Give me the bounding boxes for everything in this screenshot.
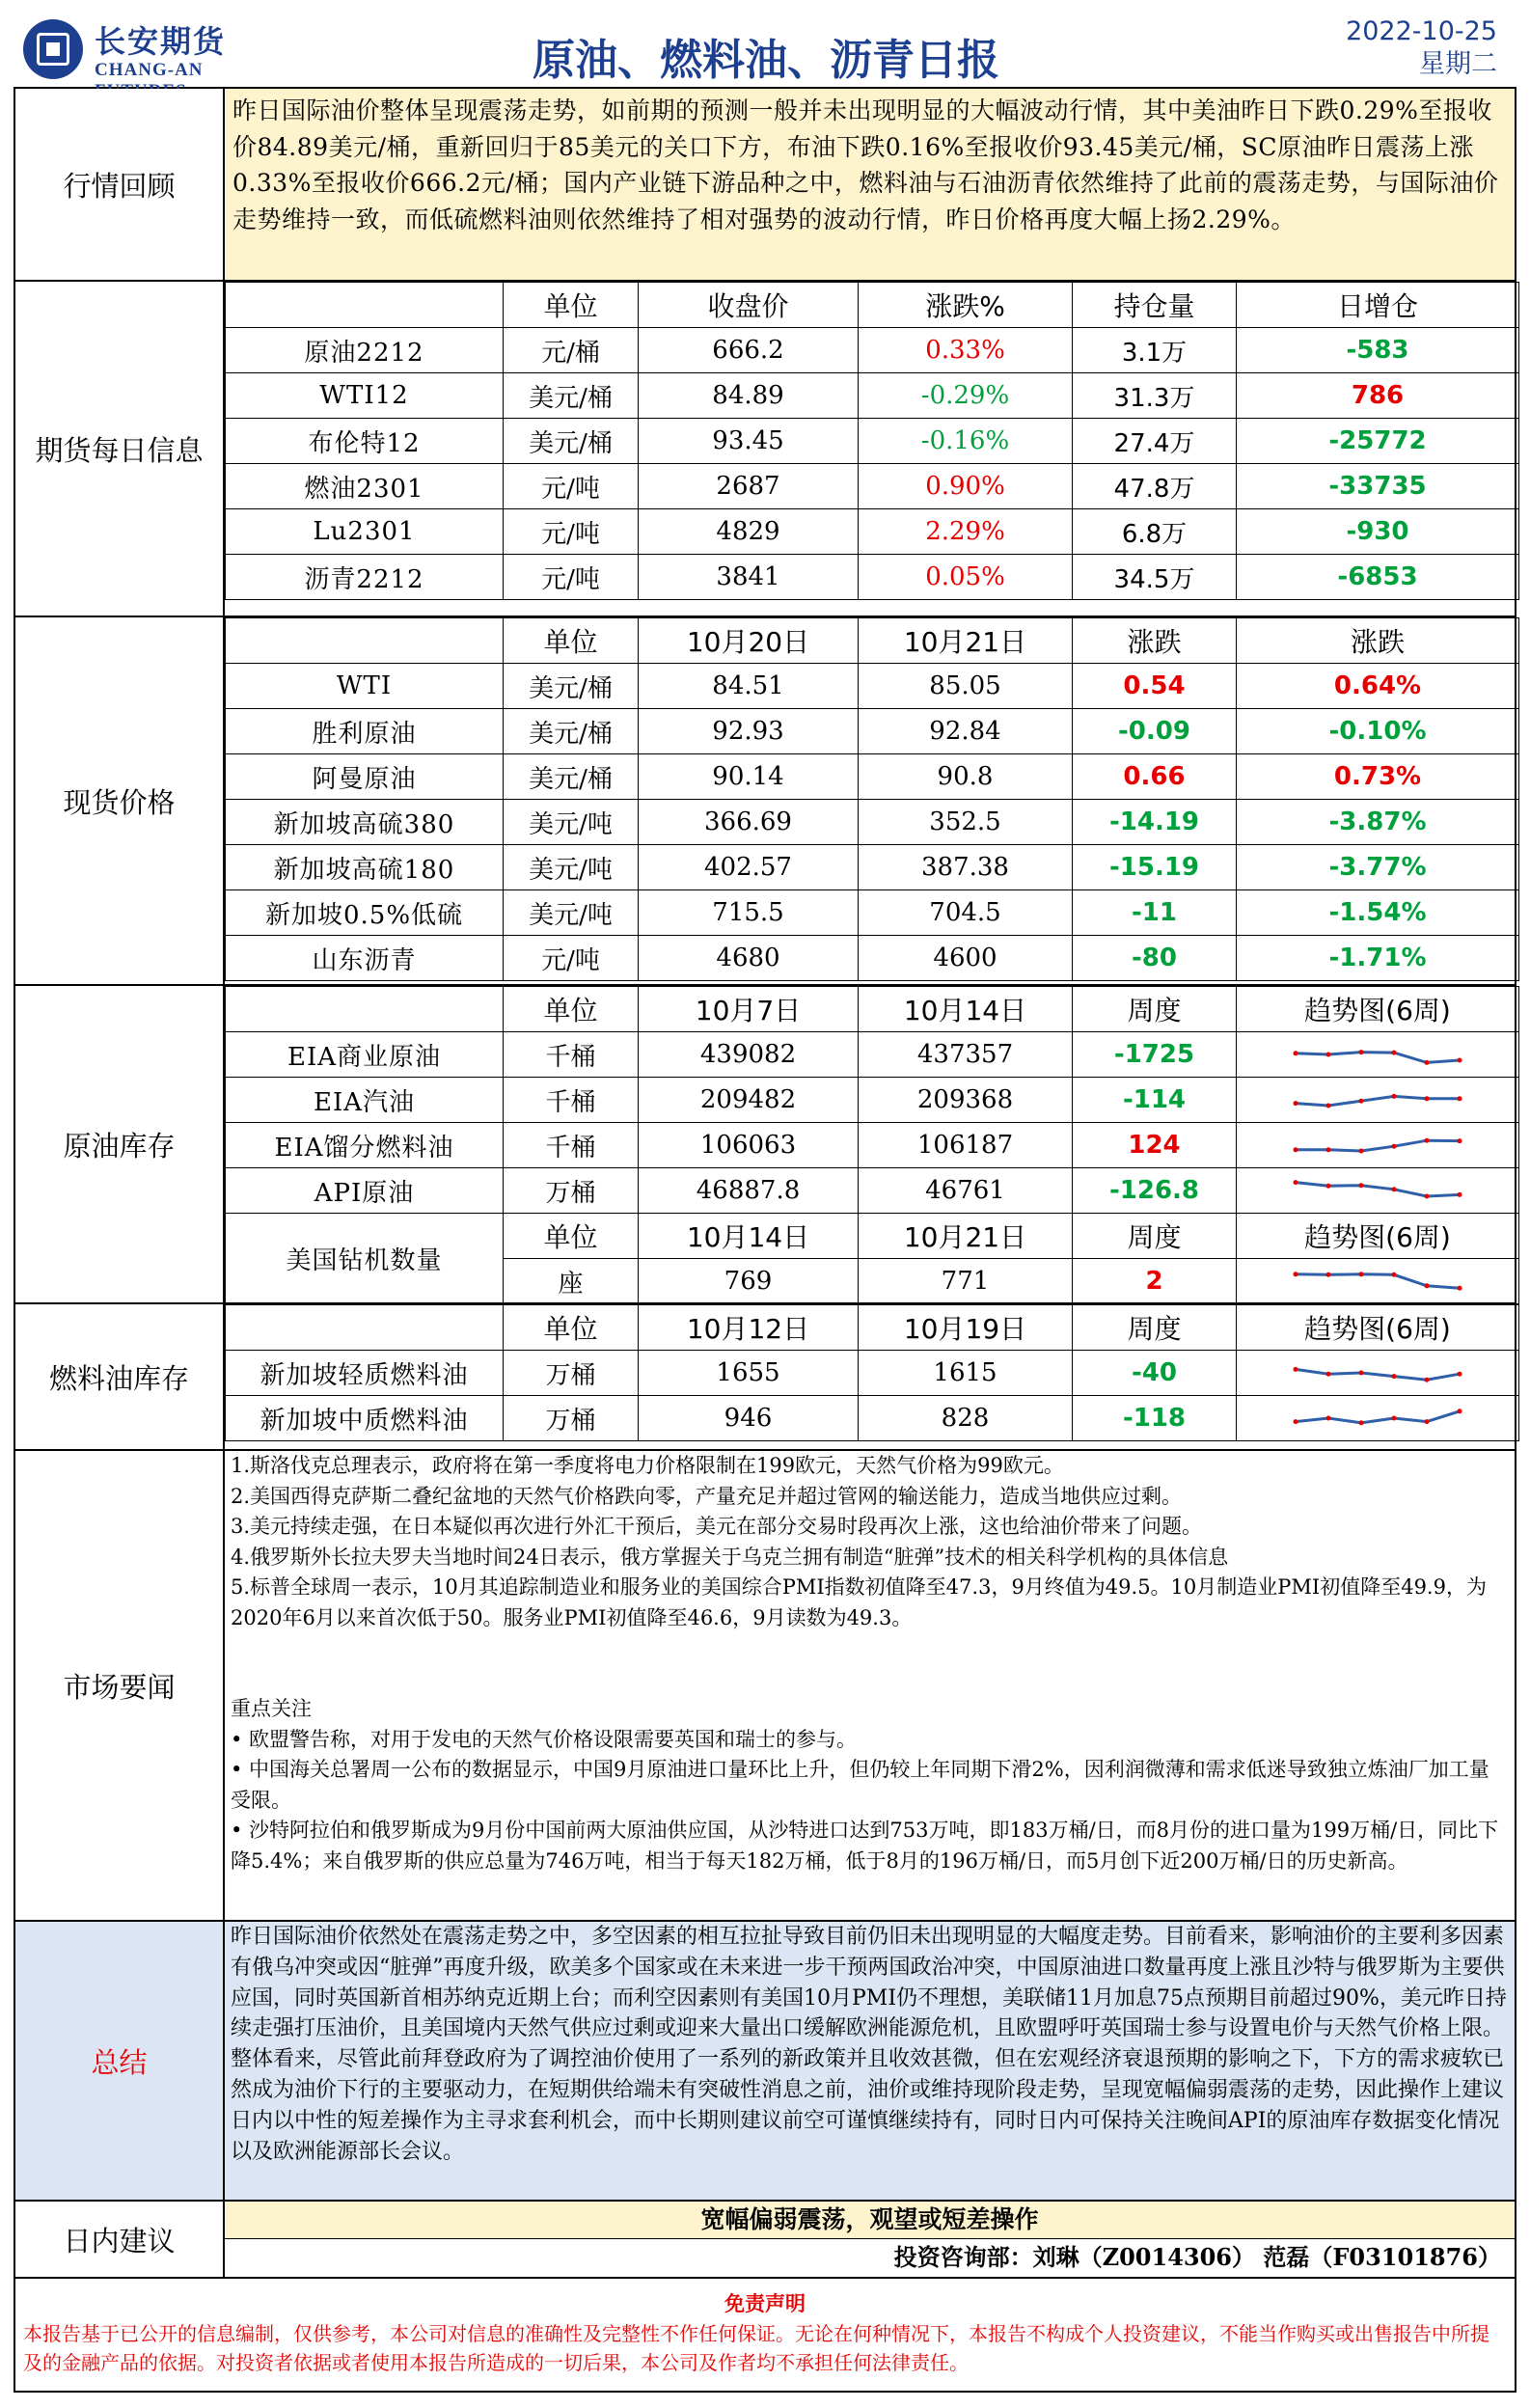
trend-line <box>1296 1411 1460 1423</box>
column-header: 10月14日 <box>639 1214 859 1259</box>
trend-point <box>1458 1286 1462 1291</box>
date-text: 2022-10-25 <box>1346 16 1497 46</box>
unit: 万桶 <box>504 1351 639 1396</box>
weekly-change: -40 <box>1073 1351 1237 1396</box>
trend-line <box>1296 1140 1460 1151</box>
trend-sparkline <box>1291 1083 1464 1116</box>
column-header: 周度 <box>1073 1305 1237 1351</box>
trend-line <box>1296 1096 1460 1106</box>
unit: 千桶 <box>504 1123 639 1168</box>
price-change: -0.09 <box>1073 709 1237 754</box>
trend-line <box>1296 1369 1460 1380</box>
focus-item: • 欧盟警告称，对用于发电的天然气价格设限需要英国和瑞士的参与。 <box>231 1727 858 1751</box>
inventory-row <box>226 1396 1519 1441</box>
summary-text: 昨日国际油价依然处在震荡走势之中，多空因素的相互拉扯导致目前仍旧未出现明显的大幅度走势。目前看来，影响油价的主要利多因素有俄乌冲突或因“脏弹”再度升级，欧美多个国家或在未来进一步干预两国政治冲突，中国原油进口数量再度上涨且沙特与俄罗斯为主要供应国，同时英国新首相苏纳克近期上台；而利空因素则有美国10月PMI仍不理想，美联储11月加息75点预期目前超过90%，美元昨日持续走强打压油价，且美国境内天然气供应过剩或迎来大量出口缓解欧洲能源危机，且欧盟呼吁英国瑞士参与设置电价与天然气价格上限。整体看来，尽管此前拜登政府为了调控油价使用了一系列的新政策并且收效甚微，但在宏观经济衰退预期的影响之下，下方的需求疲软已然成为油价下行的主要驱动力，在短期供给端未有突破性消息之前，油价或维持现阶段走势，呈现宽幅偏弱震荡的走势，因此操作上建议日内以中性的短差操作为主寻求套利机会，而中长期则建议前空可谨慎继续持有，同时日内可保持关注晚间API的原油库存数据变化情况以及欧洲能源部长会议。 <box>231 1925 1507 2164</box>
inventory-name: EIA商业原油 <box>226 1032 504 1078</box>
report-header <box>14 12 1516 89</box>
inventory-prev: 209482 <box>639 1078 859 1123</box>
trend-point <box>1294 1101 1298 1106</box>
disclaimer-section <box>14 2279 1516 2393</box>
trend-point <box>1294 1272 1298 1276</box>
inventory-latest: 437357 <box>859 1032 1073 1078</box>
price-change-percent: -0.10% <box>1237 709 1519 754</box>
news-item: 5.标普全球周一表示，10月其追踪制造业和服务业的美国综合PMI指数初值降至47.3，9月终值为49.5。10月制造业PMI初值降至49.9，为2020年6月以来首次低于50。服务业PMI初值降至46.6，9月读数为49.3。 <box>231 1575 1487 1629</box>
inventory-latest: 209368 <box>859 1078 1073 1123</box>
news-item: 2.美国西得克萨斯二叠纪盆地的天然气价格跌向零，产量充足并超过管网的输送能力，造成当地供应过剩。 <box>231 1484 1183 1508</box>
close-price: 3841 <box>639 555 859 600</box>
trend-point <box>1294 1180 1298 1185</box>
unit: 元/吨 <box>504 464 639 509</box>
trend-point <box>1392 1144 1397 1149</box>
contract-name: 布伦特12 <box>226 419 504 464</box>
rig-count-latest: 771 <box>859 1259 1073 1304</box>
trend-point <box>1425 1138 1430 1143</box>
inventory-prev: 106063 <box>639 1123 859 1168</box>
trend-point <box>1294 1147 1298 1152</box>
spot-price-section <box>14 617 1516 986</box>
change-percent: 2.29% <box>859 509 1073 555</box>
open-interest: 31.3万 <box>1073 373 1237 419</box>
futures-row <box>226 419 1519 464</box>
news-item: 1.斯洛伐克总理表示，政府将在第一季度将电力价格限制在199欧元，天然气价格为99欧元。 <box>231 1454 1064 1477</box>
news-body <box>225 1451 1515 1920</box>
unit: 元/桶 <box>504 328 639 373</box>
open-interest-change: -33735 <box>1237 464 1519 509</box>
inventory-row <box>226 1168 1519 1214</box>
column-header: 单位 <box>504 1305 639 1351</box>
inventory-name: EIA汽油 <box>226 1078 504 1123</box>
inventory-latest: 46761 <box>859 1168 1073 1214</box>
price-day-1: 92.93 <box>639 709 859 754</box>
weekly-change: 124 <box>1073 1123 1237 1168</box>
spot-price-table <box>225 617 1519 981</box>
trend-sparkline-cell <box>1237 1078 1519 1123</box>
contract-name: 原油2212 <box>226 328 504 373</box>
column-header: 单位 <box>504 283 639 328</box>
unit: 元/吨 <box>504 509 639 555</box>
trend-point <box>1326 1104 1331 1108</box>
futures-row <box>226 373 1519 419</box>
trend-sparkline-cell <box>1237 1259 1519 1304</box>
column-header: 趋势图(6周) <box>1237 987 1519 1032</box>
column-header: 10月21日 <box>859 618 1073 664</box>
spot-row <box>226 754 1519 800</box>
spot-row <box>226 709 1519 754</box>
trend-point <box>1458 1096 1462 1101</box>
contract-name: 沥青2212 <box>226 555 504 600</box>
trend-point <box>1458 1058 1462 1063</box>
inventory-row <box>226 1123 1519 1168</box>
inventory-prev: 439082 <box>639 1032 859 1078</box>
trend-point <box>1326 1372 1331 1377</box>
open-interest-change: -6853 <box>1237 555 1519 600</box>
column-header: 周度 <box>1073 987 1237 1032</box>
trend-sparkline-cell <box>1237 1396 1519 1441</box>
close-price: 93.45 <box>639 419 859 464</box>
trend-line <box>1296 1053 1460 1063</box>
price-day-1: 366.69 <box>639 800 859 845</box>
intraday-section <box>14 2202 1516 2279</box>
trend-point <box>1359 1272 1364 1276</box>
trend-point <box>1359 1420 1364 1425</box>
crude-inventory-table-area <box>225 986 1515 1302</box>
column-header: 收盘价 <box>639 283 859 328</box>
trend-line <box>1296 1274 1460 1288</box>
rig-count-name: 美国钻机数量 <box>226 1214 504 1304</box>
section-label: 燃料油库存 <box>15 1304 225 1449</box>
trend-point <box>1392 1051 1397 1055</box>
price-day-1: 90.14 <box>639 754 859 800</box>
trend-sparkline <box>1291 1356 1464 1389</box>
unit: 美元/桶 <box>504 373 639 419</box>
news-spacer <box>231 1633 1509 1694</box>
unit: 美元/吨 <box>504 890 639 936</box>
trend-line <box>1296 1183 1460 1196</box>
column-header: 10月20日 <box>639 618 859 664</box>
inventory-latest: 106187 <box>859 1123 1073 1168</box>
trend-point <box>1392 1187 1397 1191</box>
price-change-percent: -3.87% <box>1237 800 1519 845</box>
change-percent: 0.05% <box>859 555 1073 600</box>
column-header: 趋势图(6周) <box>1237 1214 1519 1259</box>
open-interest: 3.1万 <box>1073 328 1237 373</box>
trend-point <box>1425 1419 1430 1424</box>
product-name: 新加坡高硫380 <box>226 800 504 845</box>
disclaimer-title: 免责声明 <box>724 2291 806 2315</box>
column-header: 单位 <box>504 1214 639 1259</box>
futures-table <box>225 282 1519 600</box>
open-interest-change: -930 <box>1237 509 1519 555</box>
table-header-row <box>226 283 1519 328</box>
close-price: 666.2 <box>639 328 859 373</box>
futures-row <box>226 328 1519 373</box>
trend-point <box>1425 1096 1430 1101</box>
price-change: 0.54 <box>1073 664 1237 709</box>
trend-point <box>1359 1371 1364 1376</box>
unit: 美元/桶 <box>504 709 639 754</box>
weekly-change: -118 <box>1073 1396 1237 1441</box>
price-change: -14.19 <box>1073 800 1237 845</box>
rig-count-header-row <box>226 1214 1519 1259</box>
close-price: 2687 <box>639 464 859 509</box>
rig-count-prev: 769 <box>639 1259 859 1304</box>
price-change-percent: -1.54% <box>1237 890 1519 936</box>
section-label: 现货价格 <box>15 617 225 984</box>
unit: 万桶 <box>504 1396 639 1441</box>
product-name: WTI <box>226 664 504 709</box>
open-interest-change: -583 <box>1237 328 1519 373</box>
product-name: 阿曼原油 <box>226 754 504 800</box>
weekly-change: 2 <box>1073 1259 1237 1304</box>
product-name: 山东沥青 <box>226 936 504 981</box>
fuel-inventory-table-area <box>225 1304 1515 1449</box>
product-name: 新加坡0.5%低硫 <box>226 890 504 936</box>
spot-row <box>226 936 1519 981</box>
weekday-text: 星期二 <box>1419 49 1497 79</box>
report-title: 原油、燃料油、沥青日报 <box>533 36 999 85</box>
price-day-2: 92.84 <box>859 709 1073 754</box>
inventory-prev: 946 <box>639 1396 859 1441</box>
unit: 美元/吨 <box>504 800 639 845</box>
focus-item: • 沙特阿拉伯和俄罗斯成为9月份中国前两大原油供应国，从沙特进口达到753万吨，即183万桶/日，而8月份的进口量为199万桶/日，同比下降5.4%；来自俄罗斯的供应总量为746万吨，相当于每天182万桶，低于8月的196万桶/日，而5月创下近200万桶/日的历史新高。 <box>231 1819 1499 1873</box>
trend-point <box>1425 1283 1430 1288</box>
price-change-percent: 0.73% <box>1237 754 1519 800</box>
unit: 元/吨 <box>504 936 639 981</box>
intraday-body <box>225 2202 1515 2277</box>
section-label: 期货每日信息 <box>15 282 225 616</box>
trend-sparkline-cell <box>1237 1123 1519 1168</box>
weekly-change: -126.8 <box>1073 1168 1237 1214</box>
open-interest-change: 786 <box>1237 373 1519 419</box>
section-label: 市场要闻 <box>15 1451 225 1920</box>
inventory-latest: 828 <box>859 1396 1073 1441</box>
inventory-name: EIA馏分燃料油 <box>226 1123 504 1168</box>
spot-row <box>226 890 1519 936</box>
open-interest: 27.4万 <box>1073 419 1237 464</box>
section-label: 总结 <box>15 1922 225 2200</box>
trend-sparkline-cell <box>1237 1351 1519 1396</box>
disclaimer-text: 本报告基于已公开的信息编制，仅供参考，本公司对信息的准确性及完整性不作任何保证。无论在何种情况下，本报告不构成个人投资建议，不能当作购买或出售报告中所提及的金融产品的依据。对投资者依据或者使用本报告所造成的一切后果，本公司及作者均不承担任何法律责任。 <box>23 2322 1489 2374</box>
spot-row <box>226 845 1519 890</box>
contract-name: WTI12 <box>226 373 504 419</box>
market-review-body <box>225 89 1515 280</box>
price-day-1: 402.57 <box>639 845 859 890</box>
company-logo <box>23 17 284 83</box>
weekly-change: -114 <box>1073 1078 1237 1123</box>
trend-sparkline <box>1291 1174 1464 1207</box>
column-header: 10月14日 <box>859 987 1073 1032</box>
spot-row <box>226 664 1519 709</box>
section-label: 日内建议 <box>15 2202 225 2277</box>
logo-chinese-name: 长安期货 <box>95 23 227 60</box>
trend-point <box>1425 1060 1430 1065</box>
fuel-inventory-section <box>14 1304 1516 1451</box>
trend-point <box>1359 1050 1364 1054</box>
spot-table-area <box>225 617 1515 984</box>
table-header-row <box>226 987 1519 1032</box>
table-header-row <box>226 618 1519 664</box>
inventory-row <box>226 1032 1519 1078</box>
unit: 美元/吨 <box>504 845 639 890</box>
unit: 万桶 <box>504 1168 639 1214</box>
unit: 美元/桶 <box>504 664 639 709</box>
trend-point <box>1326 1416 1331 1421</box>
inventory-row <box>226 1351 1519 1396</box>
futures-row <box>226 464 1519 509</box>
change-percent: 0.90% <box>859 464 1073 509</box>
contract-name: Lu2301 <box>226 509 504 555</box>
change-percent: 0.33% <box>859 328 1073 373</box>
trend-point <box>1294 1051 1298 1055</box>
column-header <box>226 283 504 328</box>
inventory-name: API原油 <box>226 1168 504 1214</box>
focus-list <box>231 1725 1509 1877</box>
trend-point <box>1326 1272 1331 1277</box>
trend-point <box>1294 1419 1298 1424</box>
trend-point <box>1392 1416 1397 1421</box>
trend-point <box>1392 1272 1397 1277</box>
product-name: 新加坡高硫180 <box>226 845 504 890</box>
unit: 千桶 <box>504 1078 639 1123</box>
column-header <box>226 618 504 664</box>
open-interest: 34.5万 <box>1073 555 1237 600</box>
price-change: -80 <box>1073 936 1237 981</box>
trend-point <box>1326 1147 1331 1152</box>
futures-row <box>226 509 1519 555</box>
trend-point <box>1294 1367 1298 1372</box>
price-day-2: 387.38 <box>859 845 1073 890</box>
news-item: 3.美元持续走强，在日本疑似再次进行外汇干预后，美元在部分交易时段再次上涨，这也给油价带来了问题。 <box>231 1515 1203 1538</box>
news-section <box>14 1451 1516 1922</box>
trend-sparkline <box>1291 1129 1464 1162</box>
section-label: 行情回顾 <box>15 89 225 280</box>
fuel-inventory-table <box>225 1304 1519 1441</box>
trend-point <box>1326 1053 1331 1057</box>
column-header: 趋势图(6周) <box>1237 1305 1519 1351</box>
price-change-percent: -1.71% <box>1237 936 1519 981</box>
focus-item: • 中国海关总署周一公布的数据显示，中国9月原油进口量环比上升，但仍较上年同期下滑2%，因利润微薄和需求低迷导致独立炼油厂加工量受限。 <box>231 1758 1489 1812</box>
column-header: 涨跌 <box>1073 618 1237 664</box>
column-header: 10月21日 <box>859 1214 1073 1259</box>
column-header: 10月7日 <box>639 987 859 1032</box>
inventory-row <box>226 1078 1519 1123</box>
futures-table-area <box>225 282 1515 616</box>
inventory-prev: 46887.8 <box>639 1168 859 1214</box>
unit: 千桶 <box>504 1032 639 1078</box>
column-header: 周度 <box>1073 1214 1237 1259</box>
trend-point <box>1359 1183 1364 1188</box>
crude-inventory-table <box>225 986 1519 1304</box>
open-interest-change: -25772 <box>1237 419 1519 464</box>
column-header: 持仓量 <box>1073 283 1237 328</box>
unit: 美元/桶 <box>504 754 639 800</box>
trend-sparkline <box>1291 1265 1464 1298</box>
price-change-percent: 0.64% <box>1237 664 1519 709</box>
trend-point <box>1458 1138 1462 1143</box>
section-label: 原油库存 <box>15 986 225 1302</box>
news-list <box>231 1451 1509 1633</box>
logo-mark-icon <box>23 19 83 79</box>
close-price: 4829 <box>639 509 859 555</box>
spot-row <box>226 800 1519 845</box>
trend-sparkline-cell <box>1237 1168 1519 1214</box>
price-change: -11 <box>1073 890 1237 936</box>
column-header: 单位 <box>504 987 639 1032</box>
summary-section <box>14 1922 1516 2202</box>
price-change-percent: -3.77% <box>1237 845 1519 890</box>
report-date <box>1346 15 1497 81</box>
trend-sparkline <box>1291 1038 1464 1071</box>
price-change: 0.66 <box>1073 754 1237 800</box>
price-day-2: 4600 <box>859 936 1073 981</box>
contract-name: 燃油2301 <box>226 464 504 509</box>
trend-point <box>1458 1372 1462 1377</box>
column-header: 日增仓 <box>1237 283 1519 328</box>
column-header: 涨跌% <box>859 283 1073 328</box>
change-percent: -0.29% <box>859 373 1073 419</box>
column-header <box>226 1305 504 1351</box>
weekly-change: -1725 <box>1073 1032 1237 1078</box>
trend-point <box>1425 1194 1430 1199</box>
market-review-text: 昨日国际油价整体呈现震荡走势，如前期的预测一般并未出现明显的大幅波动行情，其中美油昨日下跌0.29%至报收价84.89美元/桶，重新回归于85美元的关口下方，布油下跌0.16%至报收价93.45美元/桶，SC原油昨日震荡上涨0.33%至报收价666.2元/桶；国内产业链下游品种之中，燃料油与石油沥青依然维持了此前的震荡走势，与国际油价走势维持一致，而低硫燃料油则依然维持了相对强势的波动行情，昨日价格再度大幅上扬2.29%。 <box>232 96 1499 233</box>
market-review-section <box>14 89 1516 282</box>
price-day-1: 84.51 <box>639 664 859 709</box>
trend-point <box>1458 1192 1462 1197</box>
futures-section <box>14 282 1516 617</box>
price-change: -15.19 <box>1073 845 1237 890</box>
column-header: 10月12日 <box>639 1305 859 1351</box>
intraday-advice: 宽幅偏弱震荡，观望或短差操作 <box>225 2202 1515 2239</box>
news-item: 4.俄罗斯外长拉夫罗夫当地时间24日表示，俄方掌握关于乌克兰拥有制造“脏弹”技术的相关科学机构的具体信息 <box>231 1545 1229 1569</box>
trend-point <box>1359 1149 1364 1154</box>
inventory-name: 新加坡轻质燃料油 <box>226 1351 504 1396</box>
trend-point <box>1392 1374 1397 1379</box>
price-day-1: 715.5 <box>639 890 859 936</box>
trend-point <box>1392 1094 1397 1099</box>
column-header <box>226 987 504 1032</box>
trend-point <box>1359 1099 1364 1104</box>
trend-sparkline-cell <box>1237 1032 1519 1078</box>
price-day-1: 4680 <box>639 936 859 981</box>
logo-english-name: CHANG-AN <box>95 60 204 80</box>
summary-body <box>225 1922 1515 2200</box>
report-page <box>14 12 1516 2394</box>
price-day-2: 352.5 <box>859 800 1073 845</box>
product-name: 胜利原油 <box>226 709 504 754</box>
trend-point <box>1326 1184 1331 1189</box>
column-header: 单位 <box>504 618 639 664</box>
open-interest: 47.8万 <box>1073 464 1237 509</box>
unit: 座 <box>504 1259 639 1304</box>
price-day-2: 85.05 <box>859 664 1073 709</box>
crude-inventory-section <box>14 986 1516 1304</box>
analyst-credits: 投资咨询部：刘琳（Z0014306） 范磊（F03101876） <box>893 2243 1501 2271</box>
open-interest: 6.8万 <box>1073 509 1237 555</box>
inventory-latest: 1615 <box>859 1351 1073 1396</box>
trend-point <box>1458 1409 1462 1413</box>
column-header: 10月19日 <box>859 1305 1073 1351</box>
price-day-2: 90.8 <box>859 754 1073 800</box>
close-price: 84.89 <box>639 373 859 419</box>
focus-title: 重点关注 <box>231 1697 312 1720</box>
column-header: 涨跌 <box>1237 618 1519 664</box>
price-day-2: 704.5 <box>859 890 1073 936</box>
unit: 元/吨 <box>504 555 639 600</box>
unit: 美元/桶 <box>504 419 639 464</box>
inventory-name: 新加坡中质燃料油 <box>226 1396 504 1441</box>
trend-sparkline <box>1291 1402 1464 1435</box>
trend-point <box>1425 1378 1430 1382</box>
change-percent: -0.16% <box>859 419 1073 464</box>
inventory-prev: 1655 <box>639 1351 859 1396</box>
table-header-row <box>226 1305 1519 1351</box>
futures-row <box>226 555 1519 600</box>
